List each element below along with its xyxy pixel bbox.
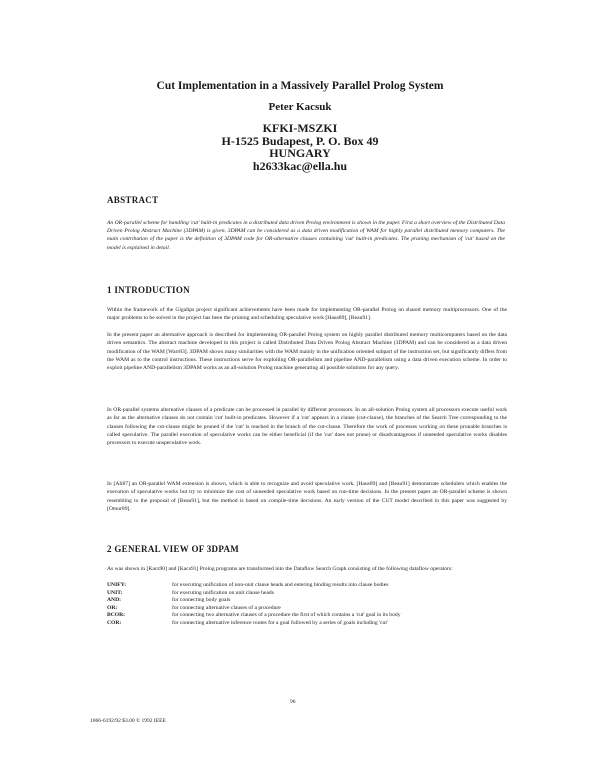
operator-name: AND: [107, 597, 121, 604]
paper-title: Cut Implementation in a Massively Parallel Prolog System [156, 80, 444, 92]
body-paragraph: Within the framework of the Gigalips project significant achievements have been made for implementing OR-parallel Prolog on shared memory multiprocessors. One of the major problems to be solved in the project has been the pruning and scheduling speculative work [Haus89], [Beau91]. [107, 307, 507, 322]
operator-row [107, 590, 527, 598]
page-number: 96 [290, 699, 296, 705]
operator-name: UNIT: [107, 589, 123, 596]
operator-list [107, 582, 527, 628]
body-paragraph: In [Ali87] an OR-parallel WAM extension is shown, which is able to recognize and avoid speculative work. [Haus89] and [Beau91] demonstrate schedulers which enables the execution of speculative works but try to minimize the cost of unneeded speculative work based on run-time decisions. In the present paper an OR-parallel scheme is shown resembling to the proposal of [Beau91], but the method is based on compile-time decisions. An early version of the CUT model described in this paper was suggested by [Omur89]. [107, 481, 507, 512]
operator-description: for connecting alternative clauses of a procedure [172, 604, 281, 611]
section-heading-general-view: 2 GENERAL VIEW OF 3DPAM [107, 544, 240, 554]
operator-description: for connecting alternative inference routes for a goal followed by a series of goals including 'cut' [172, 619, 388, 626]
body-paragraph: In the present paper an alternative approach is described for implementing OR-parallel Prolog system on highly parallel distributed memory multicomputers based on the data driven semantics. The abstract machine developed in this project is called Distributed Data Driven Prolog Abstract Machine (3DPAM) and can be considered as a data driven modification of the WAM [Warr83]. 3DPAM shows many similarities with the WAM mainly in the unification oriented subpart of the instruction set, but significantly differs from the WAM as to the control instructions. These instructions serve for exploiting OR-parallelism and pipeline AND-parallelism using a data driven execution scheme. In order to exploit pipeline AND-parallelism 3DPAM works as an all-solution Prolog machine generating all possible solutions for any query. [107, 332, 507, 371]
operator-name: COR: [107, 619, 122, 626]
copyright-footer: 1066-6192/92 $3.00 © 1992 IEEE [90, 718, 166, 724]
body-paragraph: In OR-parallel systems alternative clauses of a predicate can be processed in parallel by different processors. In an all-solution Prolog system all processors execute useful work as far as the alternative clauses do not contain 'cut' built-in predicates. However if a 'cut' appears in a clause (cut-clause), the branches of the Search Tree corresponding to the clauses following the cut-clause might be pruned if the 'cut' is reached in the branch of the cut-clause. Therefore the work of processes working on these prunable branches is called speculative. The parallel execution of speculative works can be either beneficial (if the 'cut' does not prune) or disadvantageous if unneeded speculative works disables processors to execute unspeculative work. [107, 407, 507, 446]
abstract-heading: ABSTRACT [107, 195, 159, 205]
operator-row [107, 597, 527, 605]
affiliation-line: KFKI-MSZKI [262, 121, 338, 135]
operator-description: for executing unification of non-unit clause heads and entering binding results into clause bodies [172, 582, 389, 588]
operator-description: for executing unification on unit clause heads [172, 589, 274, 596]
body-paragraph: As was shown in [Kacs90] and [Kacs91] Prolog programs are transformed into the Dataflow Search Graph consisting of the following dataflow operators: [107, 566, 453, 572]
abstract-text: An OR-parallel scheme for handling 'cut' built-in predicates in a distributed data driven Prolog environment is shown in the paper. First a short overview of the Distributed Data Driven Prolog Abstract Machine (3DPAM) is given. 3DPAM can be considered as a data driven modification of WAM for highly parallel distributed memory computers. The main contribution of the paper is the definition of 3DPAM code for OR-alternative clauses containing 'cut' built-in predicates. The pruning mechanism of 'cut' based on the model is explained in detail. [107, 220, 505, 251]
section-heading-introduction: 1 INTRODUCTION [107, 285, 190, 295]
operator-name: BCOR: [107, 612, 126, 619]
operator-row [107, 620, 527, 628]
affiliation-block [0, 122, 600, 172]
operator-name: OR: [107, 604, 118, 611]
affiliation-line: HUNGARY [269, 146, 331, 160]
operator-name: UNIFY: [107, 582, 127, 588]
operator-description: for connecting body goals [172, 597, 231, 604]
affiliation-line: H-1525 Budapest, P. O. Box 49 [221, 133, 379, 148]
author-email: h2633kac@ella.hu [252, 158, 348, 173]
operator-row [107, 612, 527, 620]
author-name: Peter Kacsuk [268, 101, 332, 113]
operator-description: for connecting two alternative clauses of a procedure the first of which contains a 'cut' goal in its body [172, 612, 401, 619]
operator-row [107, 582, 527, 590]
